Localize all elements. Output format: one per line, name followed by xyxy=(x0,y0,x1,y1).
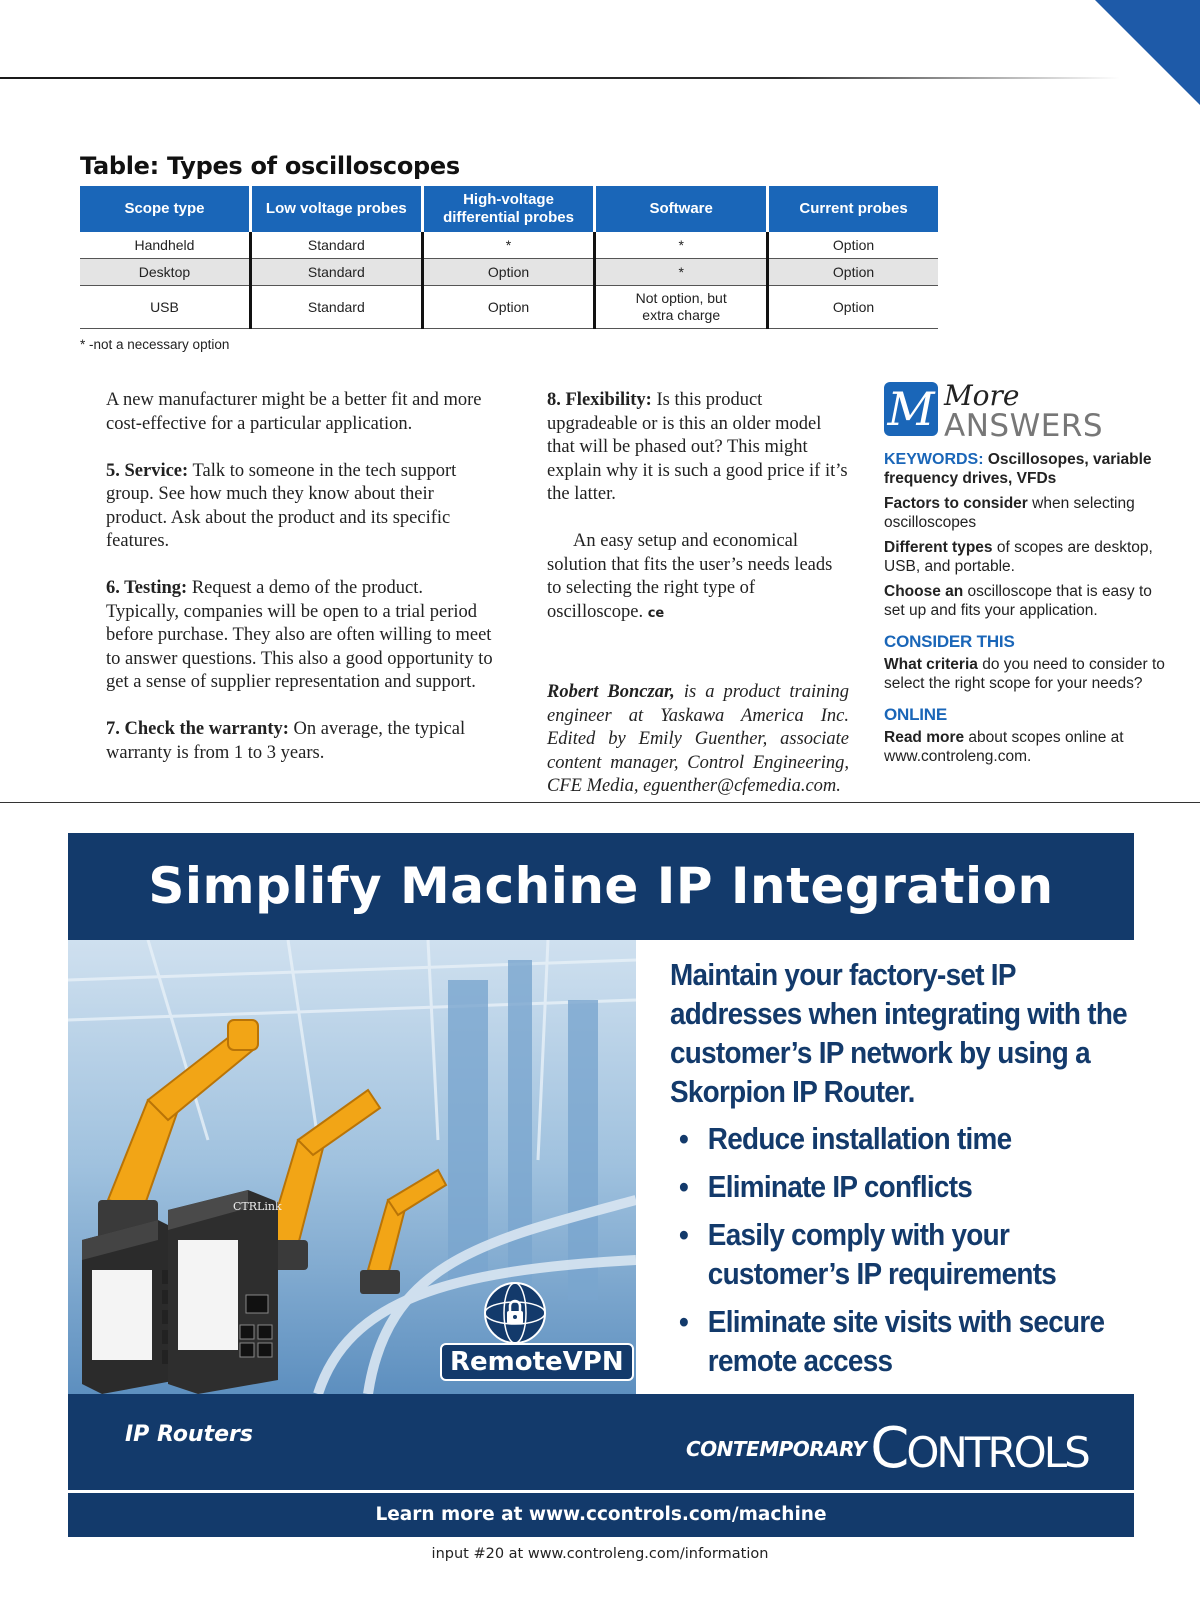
logo-contemporary: CONTEMPORARY xyxy=(686,1436,867,1461)
col-header-high-voltage: High-voltage differential probes xyxy=(422,186,595,232)
article-column-2 xyxy=(547,389,849,822)
consider-text xyxy=(884,655,1174,693)
table-cell: * xyxy=(422,232,595,259)
sidebar-item xyxy=(884,538,1174,576)
author-name: Robert Bonczar, xyxy=(547,682,675,702)
table-row xyxy=(80,232,938,259)
top-rule xyxy=(0,77,1120,79)
warranty-lead: 7. Check the warranty: xyxy=(106,719,289,739)
list-item: • Easily comply with your customer’s IP requirements xyxy=(670,1215,1129,1293)
ad-bullet-list xyxy=(670,1119,1129,1380)
logo-controls-rest: ONTROLS xyxy=(906,1428,1088,1477)
router-device-right xyxy=(168,1190,282,1394)
m-logo-icon: M xyxy=(884,382,938,436)
table-cell: Standard xyxy=(250,259,422,286)
table-row xyxy=(80,259,938,286)
table-cell: Not option, but extra charge xyxy=(595,286,768,329)
list-item: • Eliminate site visits with secure remote access xyxy=(670,1302,1129,1380)
paragraph-conclusion xyxy=(547,530,849,625)
service-lead: 5. Service: xyxy=(106,460,189,481)
table-cell: Option xyxy=(768,259,938,286)
table-cell: * xyxy=(595,232,768,259)
table-cell: * xyxy=(595,259,768,286)
ip-routers-label: IP Routers xyxy=(125,1422,253,1447)
ad-banner-title: Simplify Machine IP Integration xyxy=(68,833,1134,940)
paragraph-flexibility xyxy=(547,389,849,507)
keywords xyxy=(884,450,1174,488)
consider-header: CONSIDER THIS xyxy=(884,632,1015,651)
online-text xyxy=(884,728,1174,766)
consider-lead: What criteria xyxy=(884,656,978,673)
device-brand-label: CTRLink xyxy=(233,1200,282,1213)
table-cell: USB xyxy=(80,286,250,329)
paragraph-warranty xyxy=(106,718,494,765)
ad-headline: Maintain your factory-set IP addresses when integrating with the customer’s IP network by using a Skorpion IP Router. xyxy=(670,957,1127,1109)
col-header-scope-type: Scope type xyxy=(80,186,250,232)
more-answers-sidebar xyxy=(884,379,1174,772)
warranty-body: On average, the typical warranty is from 1 to 3 years. xyxy=(106,719,466,763)
section-divider xyxy=(0,802,1200,803)
table-cell: Option xyxy=(768,232,938,259)
item-lead: Different types xyxy=(884,539,993,556)
ad-footer-bar xyxy=(68,1394,1134,1490)
router-device-left xyxy=(82,1220,178,1394)
more-answers-logo xyxy=(884,379,1174,444)
item-lead: Factors to consider xyxy=(884,495,1028,512)
table-cell: Handheld xyxy=(80,232,250,259)
table-title: Table: Types of oscilloscopes xyxy=(80,152,460,180)
keywords-label: KEYWORDS: xyxy=(884,451,984,468)
logo-more: More xyxy=(944,379,1020,412)
factory-robots-photo xyxy=(68,940,636,1394)
online-rest: about scopes online at www.controleng.com. xyxy=(884,729,1124,765)
sidebar-item xyxy=(884,582,1174,620)
learn-more-link[interactable]: Learn more at www.ccontrols.com/machine xyxy=(68,1493,1134,1537)
conclusion-text: An easy setup and economical solution that fits the user’s needs leads to selecting the right type of oscilloscope. xyxy=(547,531,833,622)
corner-triangle xyxy=(1095,0,1200,105)
lock-globe-icon xyxy=(480,1280,550,1346)
sidebar-item xyxy=(884,494,1174,532)
online-header: ONLINE xyxy=(884,705,948,724)
item-lead: Choose an xyxy=(884,583,964,600)
list-item: • Reduce installation time xyxy=(670,1119,1129,1158)
paragraph: A new manufacturer might be a better fit and more cost-effective for a particular application. xyxy=(106,390,482,434)
logo-answers: ANSWERS xyxy=(944,408,1104,444)
online-lead: Read more xyxy=(884,729,965,746)
service-body: Talk to someone in the tech support group. See how much they know about their product. Ask about the product and its specific features. xyxy=(106,460,457,551)
table-cell: Standard xyxy=(250,286,422,329)
table-footnote: * -not a necessary option xyxy=(80,337,230,352)
col-header-software: Software xyxy=(595,186,768,232)
factory-illustration xyxy=(68,940,636,1394)
item-rest: when selecting oscilloscopes xyxy=(884,495,1135,531)
ad-copy xyxy=(670,955,1130,1389)
table-cell: Desktop xyxy=(80,259,250,286)
testing-body: Request a demo of the product. Typically, companies will be open to a trial period before purchase. They also are often willing to meet to answer questions. This also a good opportunity to get a sense of supplier representation and support. xyxy=(106,578,493,692)
paragraph-service xyxy=(106,460,494,554)
contemporary-controls-logo xyxy=(686,1416,1088,1481)
author-bio: is a product training engineer at Yaskawa America Inc. Edited by Emily Guenther, associate content manager, Control Engineering, CFE Media, eguenther@cfemedia.com. xyxy=(547,682,850,796)
reader-input-line: input #20 at www.controleng.com/information xyxy=(431,1546,769,1562)
item-rest: of scopes are desktop, USB, and portable. xyxy=(884,539,1153,575)
table-cell: Option xyxy=(422,286,595,329)
table-row xyxy=(80,286,938,329)
flexibility-body: Is this product upgradeable or is this an older model that will be phased out? This might explain why it is such a good price if it’s the latter. xyxy=(547,390,848,504)
item-rest: oscilloscope that is easy to set up and fits your application. xyxy=(884,583,1152,619)
testing-lead: 6. Testing: xyxy=(106,578,188,598)
table-cell: Standard xyxy=(250,232,422,259)
col-header-low-voltage: Low voltage probes xyxy=(250,186,422,232)
consider-rest: do you need to consider to select the right scope for your needs? xyxy=(884,656,1165,692)
flexibility-lead: 8. Flexibility: xyxy=(547,390,652,410)
logo-controls-c: C xyxy=(870,1416,907,1481)
remote-vpn-label: RemoteVPN xyxy=(440,1343,634,1381)
table-cell: Option xyxy=(768,286,938,329)
logo-controls xyxy=(870,1416,1088,1481)
list-item: • Eliminate IP conflicts xyxy=(670,1167,1129,1206)
oscilloscope-table xyxy=(80,186,938,329)
keywords-text: Oscillosopes, variable frequency drives, VFDs xyxy=(884,451,1152,487)
paragraph-testing xyxy=(106,577,494,695)
article-column-1 xyxy=(106,389,494,789)
advertisement xyxy=(68,833,1134,1537)
logo-text xyxy=(944,379,1104,444)
table-header-row xyxy=(80,186,938,232)
ce-end-mark: ce xyxy=(647,605,665,621)
col-header-current-probes: Current probes xyxy=(768,186,938,232)
author-attribution xyxy=(547,681,849,799)
table-cell: Option xyxy=(422,259,595,286)
